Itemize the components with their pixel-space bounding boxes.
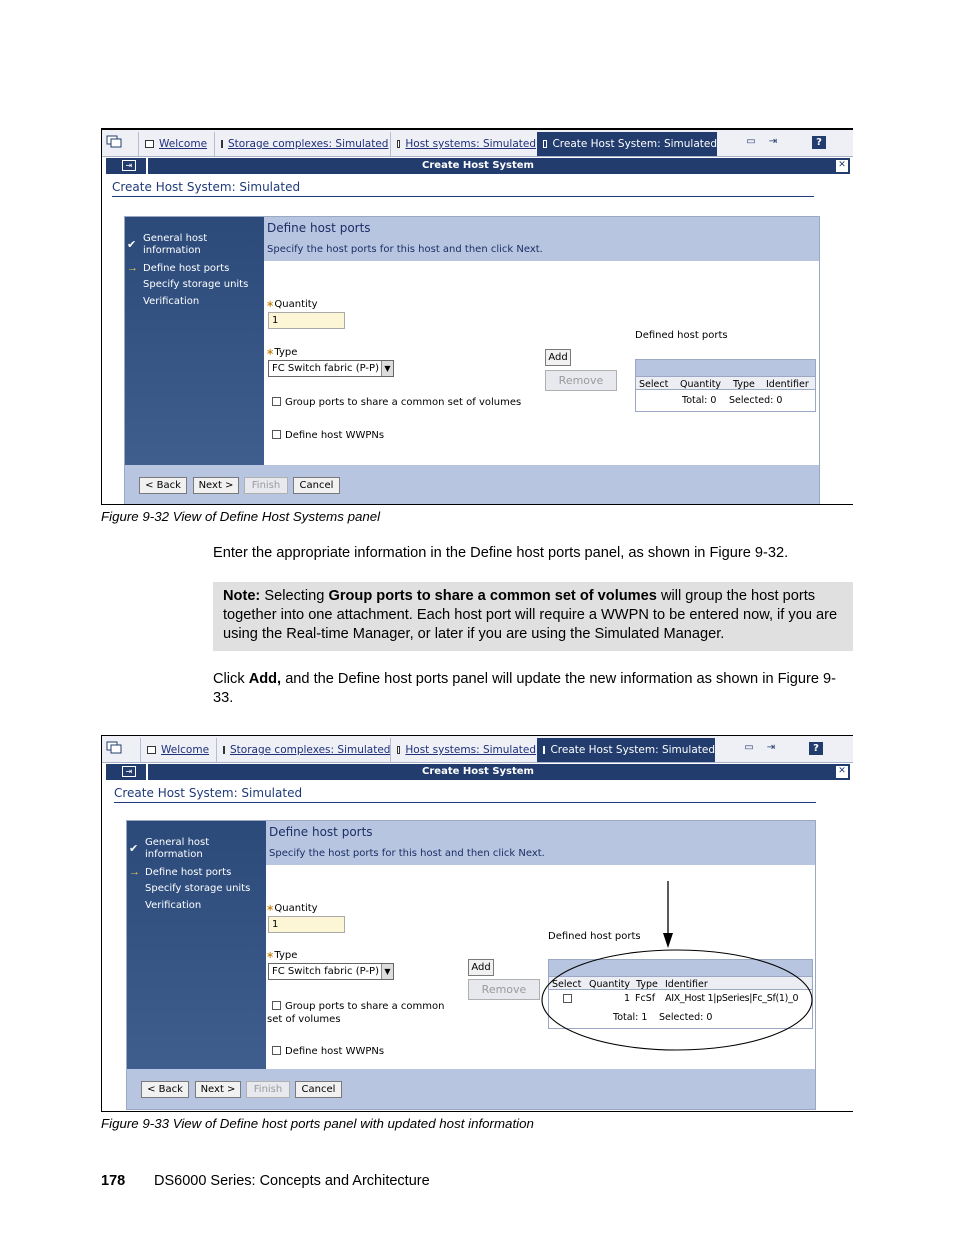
arrow-right-icon: → xyxy=(127,262,138,274)
finish-button[interactable]: Finish xyxy=(246,1081,290,1098)
quantity-input[interactable]: 1 xyxy=(268,312,345,329)
step-specify-storage-units[interactable]: Specify storage units xyxy=(145,883,251,894)
logout-icon[interactable]: ⇥ xyxy=(766,742,776,753)
tab-storage-complexes[interactable]: Storage complexes: Simulated xyxy=(216,738,388,762)
step-define-host-ports[interactable]: Define host ports xyxy=(143,263,230,274)
defined-ports-table xyxy=(635,359,816,412)
wizard-panel xyxy=(124,216,820,505)
wizard-steps xyxy=(125,217,264,465)
back-button[interactable]: < Back xyxy=(139,477,187,494)
page-title: Create Host System: Simulated xyxy=(112,180,814,197)
book-title: DS6000 Series: Concepts and Architecture xyxy=(154,1173,430,1189)
page-icon xyxy=(543,140,547,148)
table-header: Select Quantity Type Identifier xyxy=(636,376,815,390)
figure-caption: Figure 9-33 View of Define host ports panel with updated host information xyxy=(101,1116,534,1131)
next-button[interactable]: Next > xyxy=(195,1081,241,1098)
screenshot-figure-9-32 xyxy=(101,128,853,505)
define-wwpns-checkbox[interactable] xyxy=(272,430,281,439)
tab-create-host-system[interactable]: Create Host System: Simulated xyxy=(537,738,715,762)
next-button[interactable]: Next > xyxy=(193,477,239,494)
section-title: Define host ports xyxy=(267,221,371,235)
wizard-button-bar xyxy=(125,465,819,505)
define-wwpns-label: Define host WWPNs xyxy=(285,430,385,441)
page-icon xyxy=(397,140,400,148)
finish-button[interactable]: Finish xyxy=(244,477,288,494)
window-title: Create Host System xyxy=(422,160,534,171)
step-specify-storage-units[interactable]: Specify storage units xyxy=(143,279,249,290)
back-button[interactable]: < Back xyxy=(141,1081,189,1098)
figure-caption: Figure 9-32 View of Define Host Systems panel xyxy=(101,509,381,524)
arrow-right-icon: → xyxy=(129,866,140,878)
step-general-host-information[interactable]: General host information xyxy=(145,837,210,860)
step-general-host-information[interactable]: General host information xyxy=(143,233,208,256)
table-header: Select Quantity Type Identifier xyxy=(549,976,812,990)
group-ports-label: Group ports to share a common set of volumes xyxy=(267,1001,445,1025)
arrowhead-icon xyxy=(663,933,673,948)
section-subtitle: Specify the host ports for this host and then click Next. xyxy=(269,848,545,859)
step-verification[interactable]: Verification xyxy=(145,900,202,911)
page-number: 178 xyxy=(101,1173,126,1189)
chevron-down-icon[interactable]: ▼ xyxy=(381,361,393,376)
highlight-ellipse xyxy=(542,950,812,1050)
selected-count: Selected: 0 xyxy=(659,1012,713,1023)
chevron-down-icon[interactable]: ▼ xyxy=(381,964,393,979)
page-icon xyxy=(221,140,223,148)
quantity-input[interactable]: 1 xyxy=(268,916,345,933)
add-button[interactable]: Add xyxy=(545,349,571,366)
window-title-bar xyxy=(106,158,850,174)
total-count: Total: 0 xyxy=(682,395,717,406)
note-box: Note: Selecting Group ports to share a common set of volumes will group the host ports together into one attachment. Each host port will require a WWPN to be entered now, if you are using the Real-time Manager, or later if you are using the Simulated Manager. xyxy=(213,582,853,651)
page-title: Create Host System: Simulated xyxy=(114,786,816,803)
expand-icon[interactable]: ⇥ xyxy=(122,766,136,777)
section-header xyxy=(264,217,819,261)
screenshot-figure-9-33 xyxy=(101,735,853,1112)
help-icon[interactable]: ? xyxy=(812,136,826,149)
page-icon xyxy=(145,140,154,148)
step-define-host-ports[interactable]: Define host ports xyxy=(145,867,232,878)
tab-welcome[interactable]: Welcome xyxy=(140,738,210,762)
tab-welcome[interactable]: Welcome xyxy=(138,132,208,156)
tab-host-systems[interactable]: Host systems: Simulated xyxy=(390,132,536,156)
cancel-button[interactable]: Cancel xyxy=(295,1081,342,1098)
add-button[interactable]: Add xyxy=(468,959,494,976)
checkmark-icon: ✔ xyxy=(127,239,137,251)
section-title: Define host ports xyxy=(269,825,373,839)
type-select[interactable]: FC Switch fabric (P-P) ▼ xyxy=(268,360,394,377)
window-switch-icon[interactable] xyxy=(106,135,122,149)
callout-annotation xyxy=(102,736,853,1112)
defined-ports-label: Defined host ports xyxy=(548,931,641,942)
defined-ports-table: Select Quantity Type Identifier 1 FcSf AIX_Host 1|pSeries|Fc_Sf(1)_0 Total: 1 Selected: 0 xyxy=(548,959,813,1029)
paragraph: Enter the appropriate information in the Define host ports panel, as shown in Figure 9-32. xyxy=(213,545,789,561)
close-icon[interactable]: ✕ xyxy=(836,766,848,778)
type-label: ∗Type xyxy=(266,347,298,358)
quantity-label: ∗Quantity xyxy=(266,299,318,310)
quantity-label: ∗Quantity xyxy=(266,903,318,914)
expand-icon[interactable]: ⇥ xyxy=(122,160,136,171)
minimize-icon[interactable]: ▭ xyxy=(744,742,754,753)
tab-create-host-system[interactable]: Create Host System: Simulated xyxy=(537,132,717,156)
group-ports-checkbox[interactable] xyxy=(272,397,281,406)
total-count: Total: 1 xyxy=(613,1012,648,1023)
remove-button[interactable]: Remove xyxy=(468,979,540,1000)
help-icon[interactable]: ? xyxy=(809,742,823,755)
paragraph: Click Add, and the Define host ports panel will update the new information as shown in Figure 9-33. xyxy=(213,671,837,706)
checkmark-icon: ✔ xyxy=(129,843,139,855)
window-title: Create Host System xyxy=(422,766,534,777)
remove-button[interactable]: Remove xyxy=(545,370,617,391)
step-verification[interactable]: Verification xyxy=(143,296,200,307)
type-label: ∗Type xyxy=(266,950,298,961)
logout-icon[interactable]: ⇥ xyxy=(768,136,778,147)
tab-storage-complexes[interactable]: Storage complexes: Simulated xyxy=(214,132,386,156)
group-ports-label: Group ports to share a common set of volumes xyxy=(285,397,522,408)
section-subtitle: Specify the host ports for this host and then click Next. xyxy=(267,244,543,255)
tab-bar xyxy=(102,130,853,157)
minimize-icon[interactable]: ▭ xyxy=(746,136,756,147)
close-icon[interactable]: ✕ xyxy=(836,160,848,172)
tab-host-systems[interactable]: Host systems: Simulated xyxy=(390,738,536,762)
type-select[interactable]: FC Switch fabric (P-P) ▼ xyxy=(268,963,394,980)
defined-ports-label: Defined host ports xyxy=(635,330,728,341)
define-wwpns-label: Define host WWPNs xyxy=(285,1046,385,1057)
cancel-button[interactable]: Cancel xyxy=(293,477,340,494)
selected-count: Selected: 0 xyxy=(729,395,783,406)
